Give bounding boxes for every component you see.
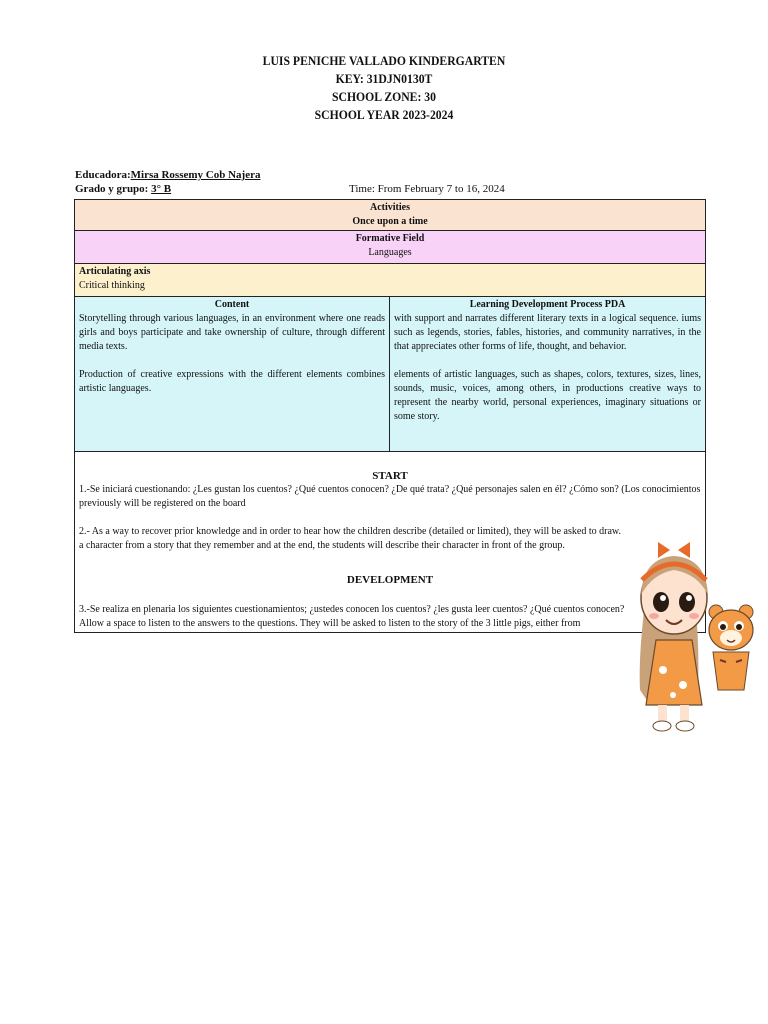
school-zone: SCHOOL ZONE: 30 bbox=[331, 89, 437, 104]
content-paragraph-1: Storytelling through various languages, in an environment where one reads girls and boys participate and take ownership of culture, through different media texts. bbox=[79, 313, 385, 352]
grade-label: Grado y grupo: bbox=[75, 183, 152, 195]
activities-cell bbox=[75, 200, 706, 231]
time-range: Time: From February 7 to 16, 2024 bbox=[349, 183, 505, 195]
step-1: 1.-Se iniciará cuestionando: ¿Les gustan los cuentos? ¿Qué cuentos conocen? ¿De qué trata? ¿Qué personajes salen en él? ¿Cómo son? (Los conocimientos previously will be registered on the board bbox=[79, 484, 701, 509]
step-2b: a character from a story that they remember and at the end, the students will describe their character in front of the group. bbox=[79, 540, 565, 551]
right-eye bbox=[679, 592, 695, 612]
axis-cell bbox=[75, 264, 706, 297]
pda-cell bbox=[390, 297, 706, 452]
formative-row bbox=[75, 231, 706, 264]
step-3a: 3.-Se realiza en plenaria los siguientes cuestionamientos; ¿ustedes conocen los cuentos? ¿les gusta leer cuentos? ¿Qué cuentos conocen? bbox=[79, 604, 625, 615]
step-2a: 2.- As a way to recover prior knowledge and in order to hear how the children describe (detailed or limited), they will be asked to draw. bbox=[79, 526, 621, 537]
educator-label: Educadora: bbox=[75, 169, 131, 181]
content-cell bbox=[75, 297, 390, 452]
document-header bbox=[0, 52, 768, 124]
content-paragraph-2: Production of creative expressions with the different elements combines artistic languages. bbox=[79, 369, 385, 394]
axis-label: Articulating axis bbox=[79, 266, 151, 277]
left-eye bbox=[653, 592, 669, 612]
grade-line bbox=[75, 183, 171, 195]
planning-table bbox=[74, 199, 706, 633]
school-name: LUIS PENICHE VALLADO KINDERGARTEN bbox=[262, 53, 506, 68]
formative-label: Formative Field bbox=[355, 233, 425, 244]
pda-paragraph-1: with support and narrates different literary texts in a logical sequence. iums such as legends, stories, fables, histories, and community narratives, in the that appreciates other forms of life, thought, and behavior. bbox=[394, 313, 701, 352]
step-3b: Allow a space to listen to the answers to the questions. They will be asked to listen to the story of the 3 little pigs, either from bbox=[79, 618, 581, 629]
pda-header: Learning Development Process PDA bbox=[469, 299, 626, 310]
content-header: Content bbox=[214, 299, 250, 310]
sequence-row bbox=[75, 452, 706, 633]
school-year: SCHOOL YEAR 2023-2024 bbox=[314, 107, 454, 122]
tiger-puppet-icon bbox=[709, 605, 753, 690]
pda-paragraph-2: elements of artistic languages, such as shapes, colors, textures, sizes, lines, sounds, music, voices, among others, in productions creative ways to represent the nearby world, personal experiences, imaginary situations or some story. bbox=[394, 369, 701, 422]
axis-row bbox=[75, 264, 706, 297]
grade-value: 3° B bbox=[151, 183, 172, 195]
activities-row bbox=[75, 200, 706, 231]
bow-icon bbox=[658, 542, 690, 558]
axis-value: Critical thinking bbox=[79, 280, 145, 291]
development-title: DEVELOPMENT bbox=[346, 574, 434, 586]
start-title: START bbox=[372, 470, 408, 482]
activities-label: Activities bbox=[370, 202, 410, 213]
school-key: KEY: 31DJN0130T bbox=[335, 71, 433, 86]
content-row bbox=[75, 297, 706, 452]
educator-name: Mirsa Rossemy Cob Najera bbox=[130, 169, 261, 181]
girl-with-tiger-illustration bbox=[628, 540, 758, 735]
formative-cell bbox=[75, 231, 706, 264]
activity-title: Once upon a time bbox=[352, 216, 428, 227]
sequence-cell bbox=[75, 452, 706, 633]
formative-value: Languages bbox=[368, 247, 412, 258]
educator-line bbox=[75, 169, 260, 181]
